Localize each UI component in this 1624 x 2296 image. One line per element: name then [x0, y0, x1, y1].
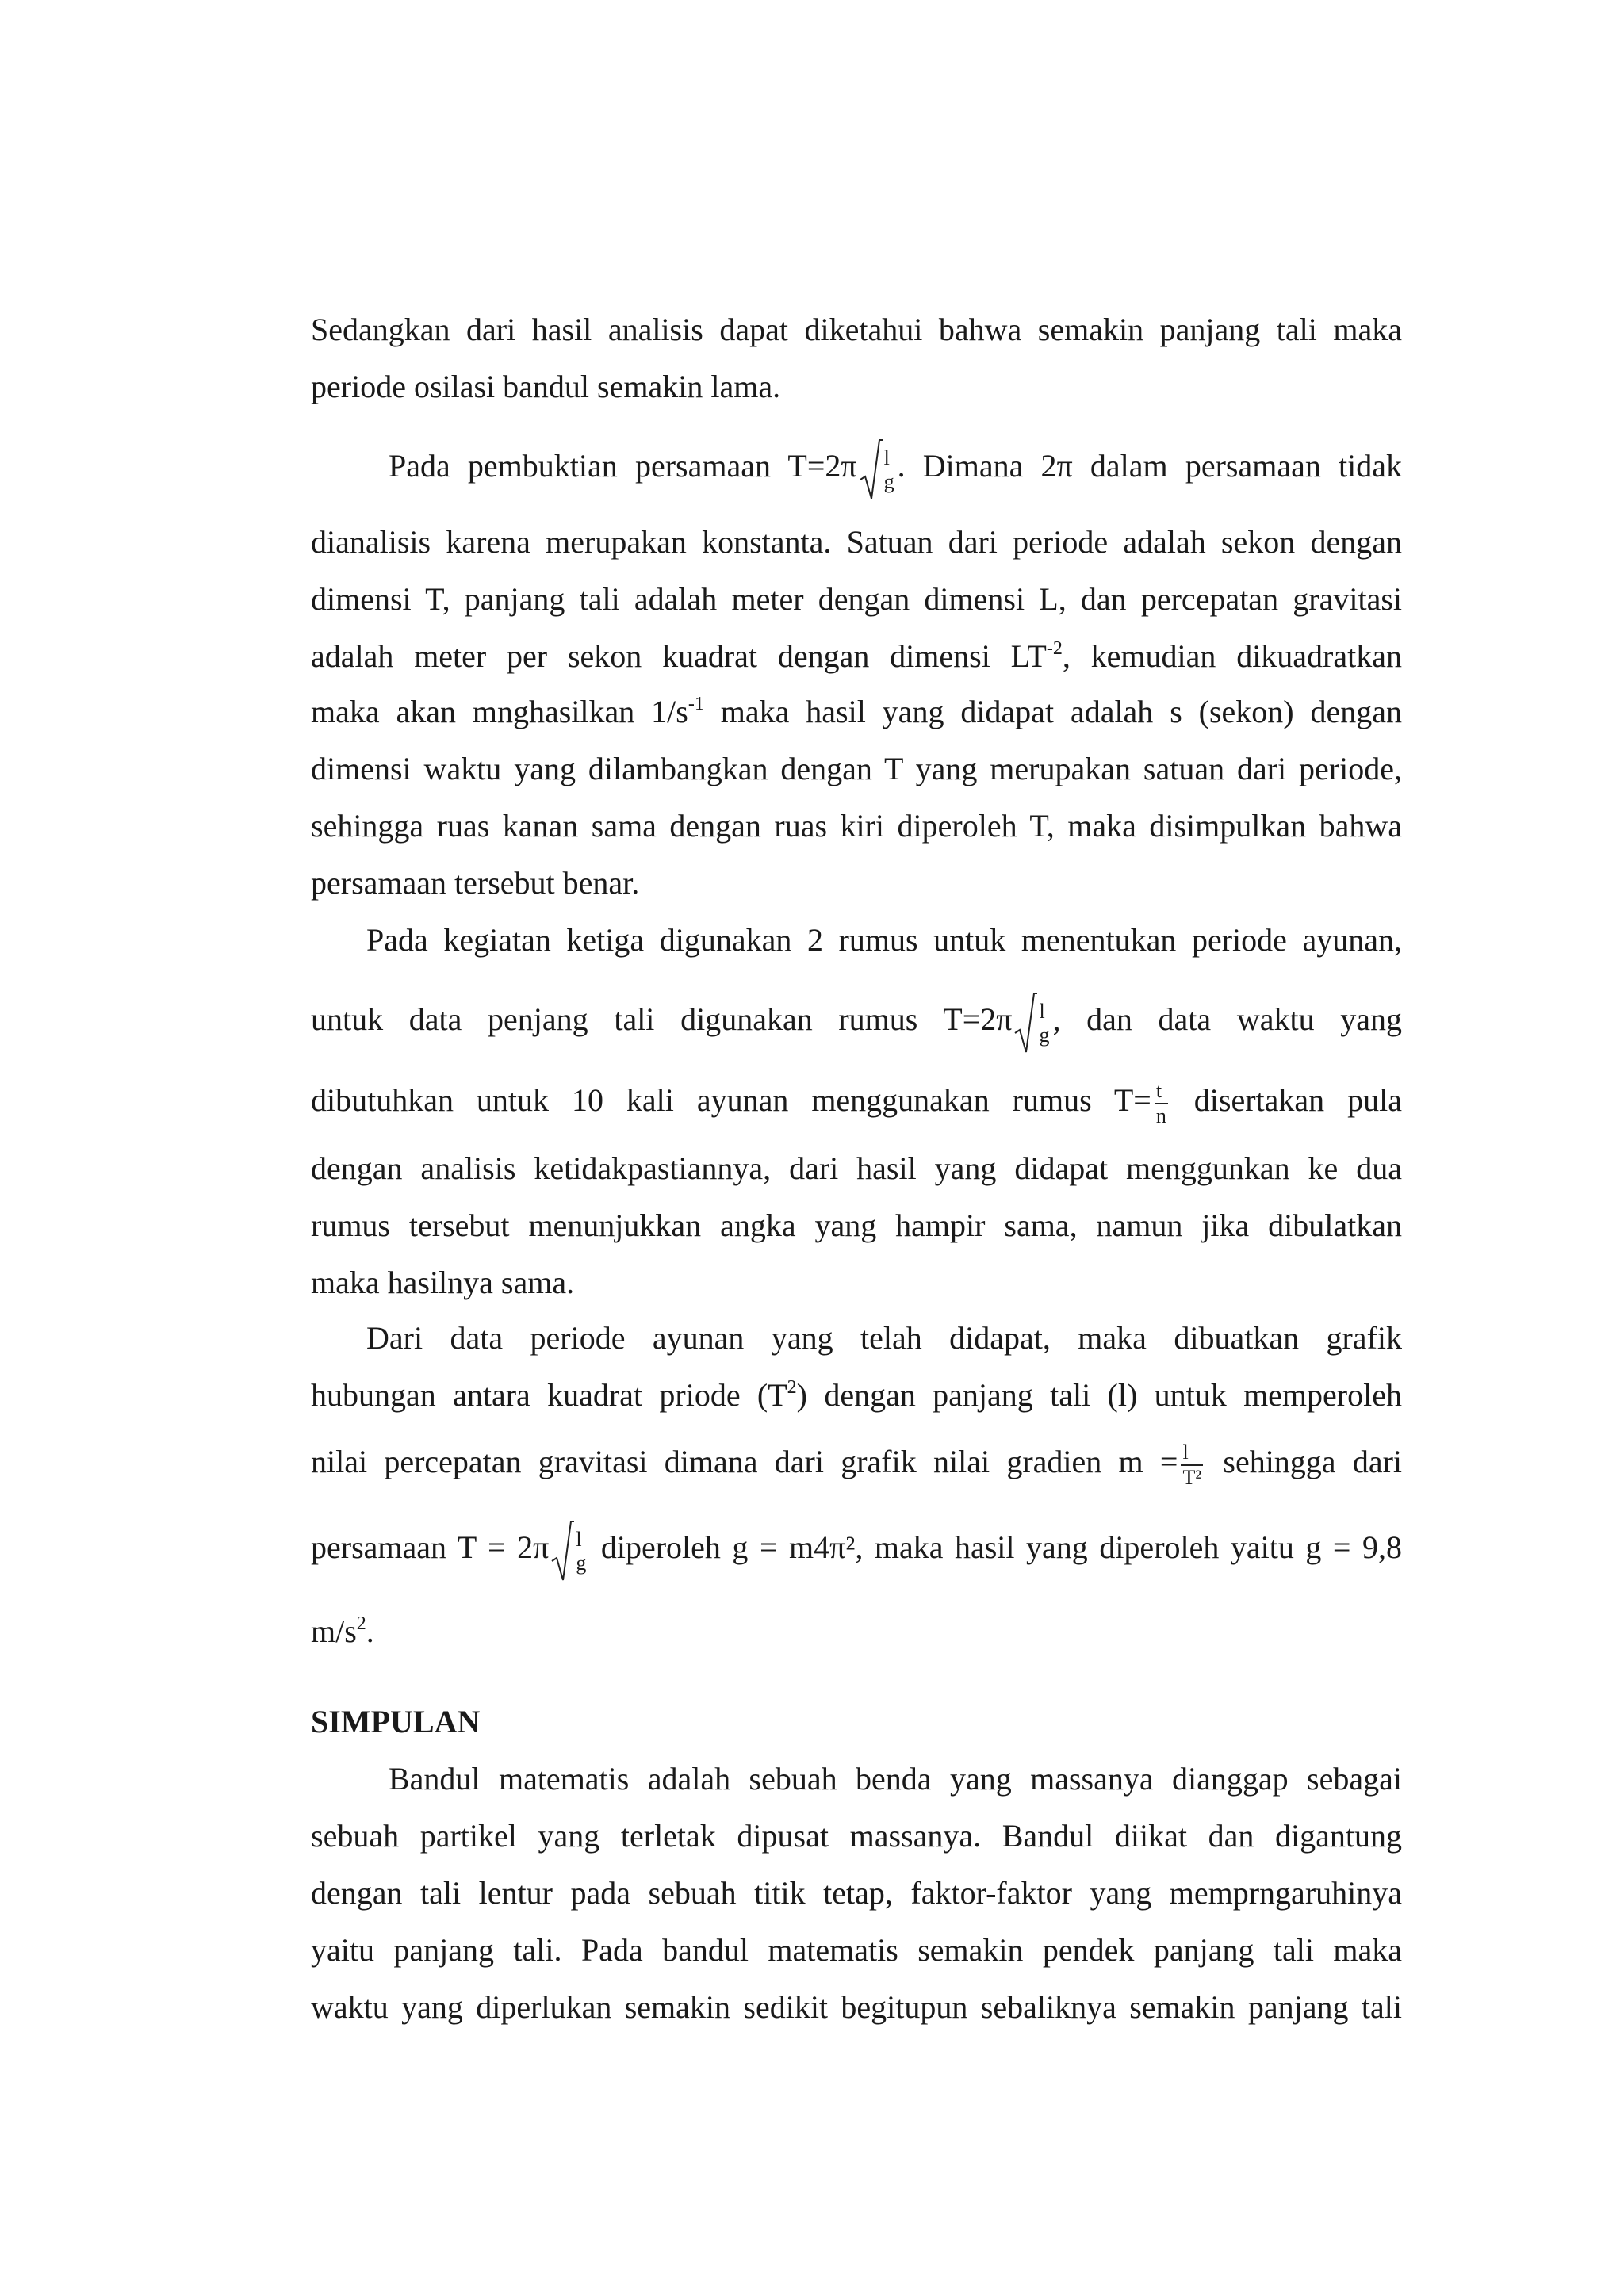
paragraph-2-line-7: sehingga ruas kanan sama dengan ruas kiri diperoleh T, maka disimpulkan bahwa — [311, 808, 1402, 844]
sqrt-formula — [1013, 998, 1052, 1047]
simpulan-line-2: sebuah partikel yang terletak dipusat massanya. Bandul diikat dan digantung — [311, 1818, 1402, 1854]
paragraph-4-line-3: nilai percepatan gravitasi dimana dari grafik nilai gradien m = $\frac{l}{\text{T²}}$ sehingga dari — [311, 1440, 1403, 1489]
paragraph-3-line-2: untuk data penjang tali digunakan rumus T=2π l g , dan data waktu yang — [311, 997, 1402, 1042]
fraction-l-over-g: l g — [1039, 999, 1050, 1047]
paragraph-1-line-1: Sedangkan dari hasil analisis dapat diketahui bahwa semakin panjang tali maka — [311, 312, 1402, 347]
paragraph-3-line-3: dibutuhkan untuk 10 kali ayunan menggunakan rumus T= $\frac{t}{n}$ disertakan pula — [311, 1078, 1402, 1127]
paragraph-3-line-5: rumus tersebut menunjukkan angka yang hampir sama, namun jika dibulatkan — [311, 1207, 1402, 1243]
fraction-l-over-g: l g — [576, 1527, 587, 1575]
paragraph-4-line-1: Dari data periode ayunan yang telah didapat, maka dibuatkan grafik — [366, 1320, 1402, 1356]
paragraph-2-line-1: Pada pembuktian persamaan T=2π l g . Dimana 2π dalam persamaan tidak — [389, 444, 1402, 488]
sqrt-formula — [859, 445, 898, 494]
paragraph-4-line-4: persamaan T = 2π l g diperoleh g = m4π², maka hasil yang diperoleh yaitu g = 9,8 — [311, 1525, 1402, 1570]
fraction-t-over-n: $\frac{t}{n}$ — [1155, 1078, 1166, 1127]
paragraph-2-line-2: dianalisis karena merupakan konstanta. Satuan dari periode adalah sekon dengan — [311, 524, 1402, 560]
paragraph-2-line-4: adalah meter per sekon kuadrat dengan dimensi $LT^{-2}$, kemudian dikuadratkan — [311, 638, 1402, 674]
paragraph-4-line-5: $m/s^2$. — [311, 1613, 374, 1649]
paragraph-2-line-3: dimensi T, panjang tali adalah meter dengan dimensi L, dan percepatan gravitasi — [311, 581, 1402, 617]
paragraph-2-line-8: persamaan tersebut benar. — [311, 865, 640, 901]
section-heading-simpulan: SIMPULAN — [311, 1704, 481, 1739]
paragraph-1-line-2: periode osilasi bandul semakin lama. — [311, 369, 781, 404]
paragraph-3-line-4: dengan analisis ketidakpastiannya, dari hasil yang didapat menggunkan ke dua — [311, 1150, 1402, 1186]
paragraph-2-line-5: maka akan mnghasilkan $1/s^{-1}$ maka hasil yang didapat adalah s (sekon) dengan — [311, 694, 1402, 729]
simpulan-line-1: Bandul matematis adalah sebuah benda yang massanya dianggap sebagai — [389, 1761, 1402, 1797]
paragraph-2-line-6: dimensi waktu yang dilambangkan dengan T yang merupakan satuan dari periode, — [311, 751, 1402, 786]
paragraph-4-line-2: hubungan antara kuadrat priode $(T^2)$ dengan panjang tali (l) untuk memperoleh — [311, 1377, 1402, 1413]
paragraph-3-line-6: maka hasilnya sama. — [311, 1265, 575, 1300]
simpulan-line-5: waktu yang diperlukan semakin sedikit begitupun sebaliknya semakin panjang tali — [311, 1989, 1402, 2025]
paragraph-3-line-1: Pada kegiatan ketiga digunakan 2 rumus untuk menentukan periode ayunan, — [366, 922, 1402, 958]
fraction-l-over-t-squared: $\frac{l}{\text{T²}}$ — [1182, 1440, 1202, 1489]
fraction-l-over-g: l g — [883, 446, 894, 493]
sqrt-formula — [550, 1526, 589, 1575]
simpulan-line-3: dengan tali lentur pada sebuah titik tetap, faktor-faktor yang memprngaruhinya — [311, 1875, 1402, 1911]
simpulan-line-4: yaitu panjang tali. Pada bandul matematis semakin pendek panjang tali maka — [311, 1932, 1402, 1968]
